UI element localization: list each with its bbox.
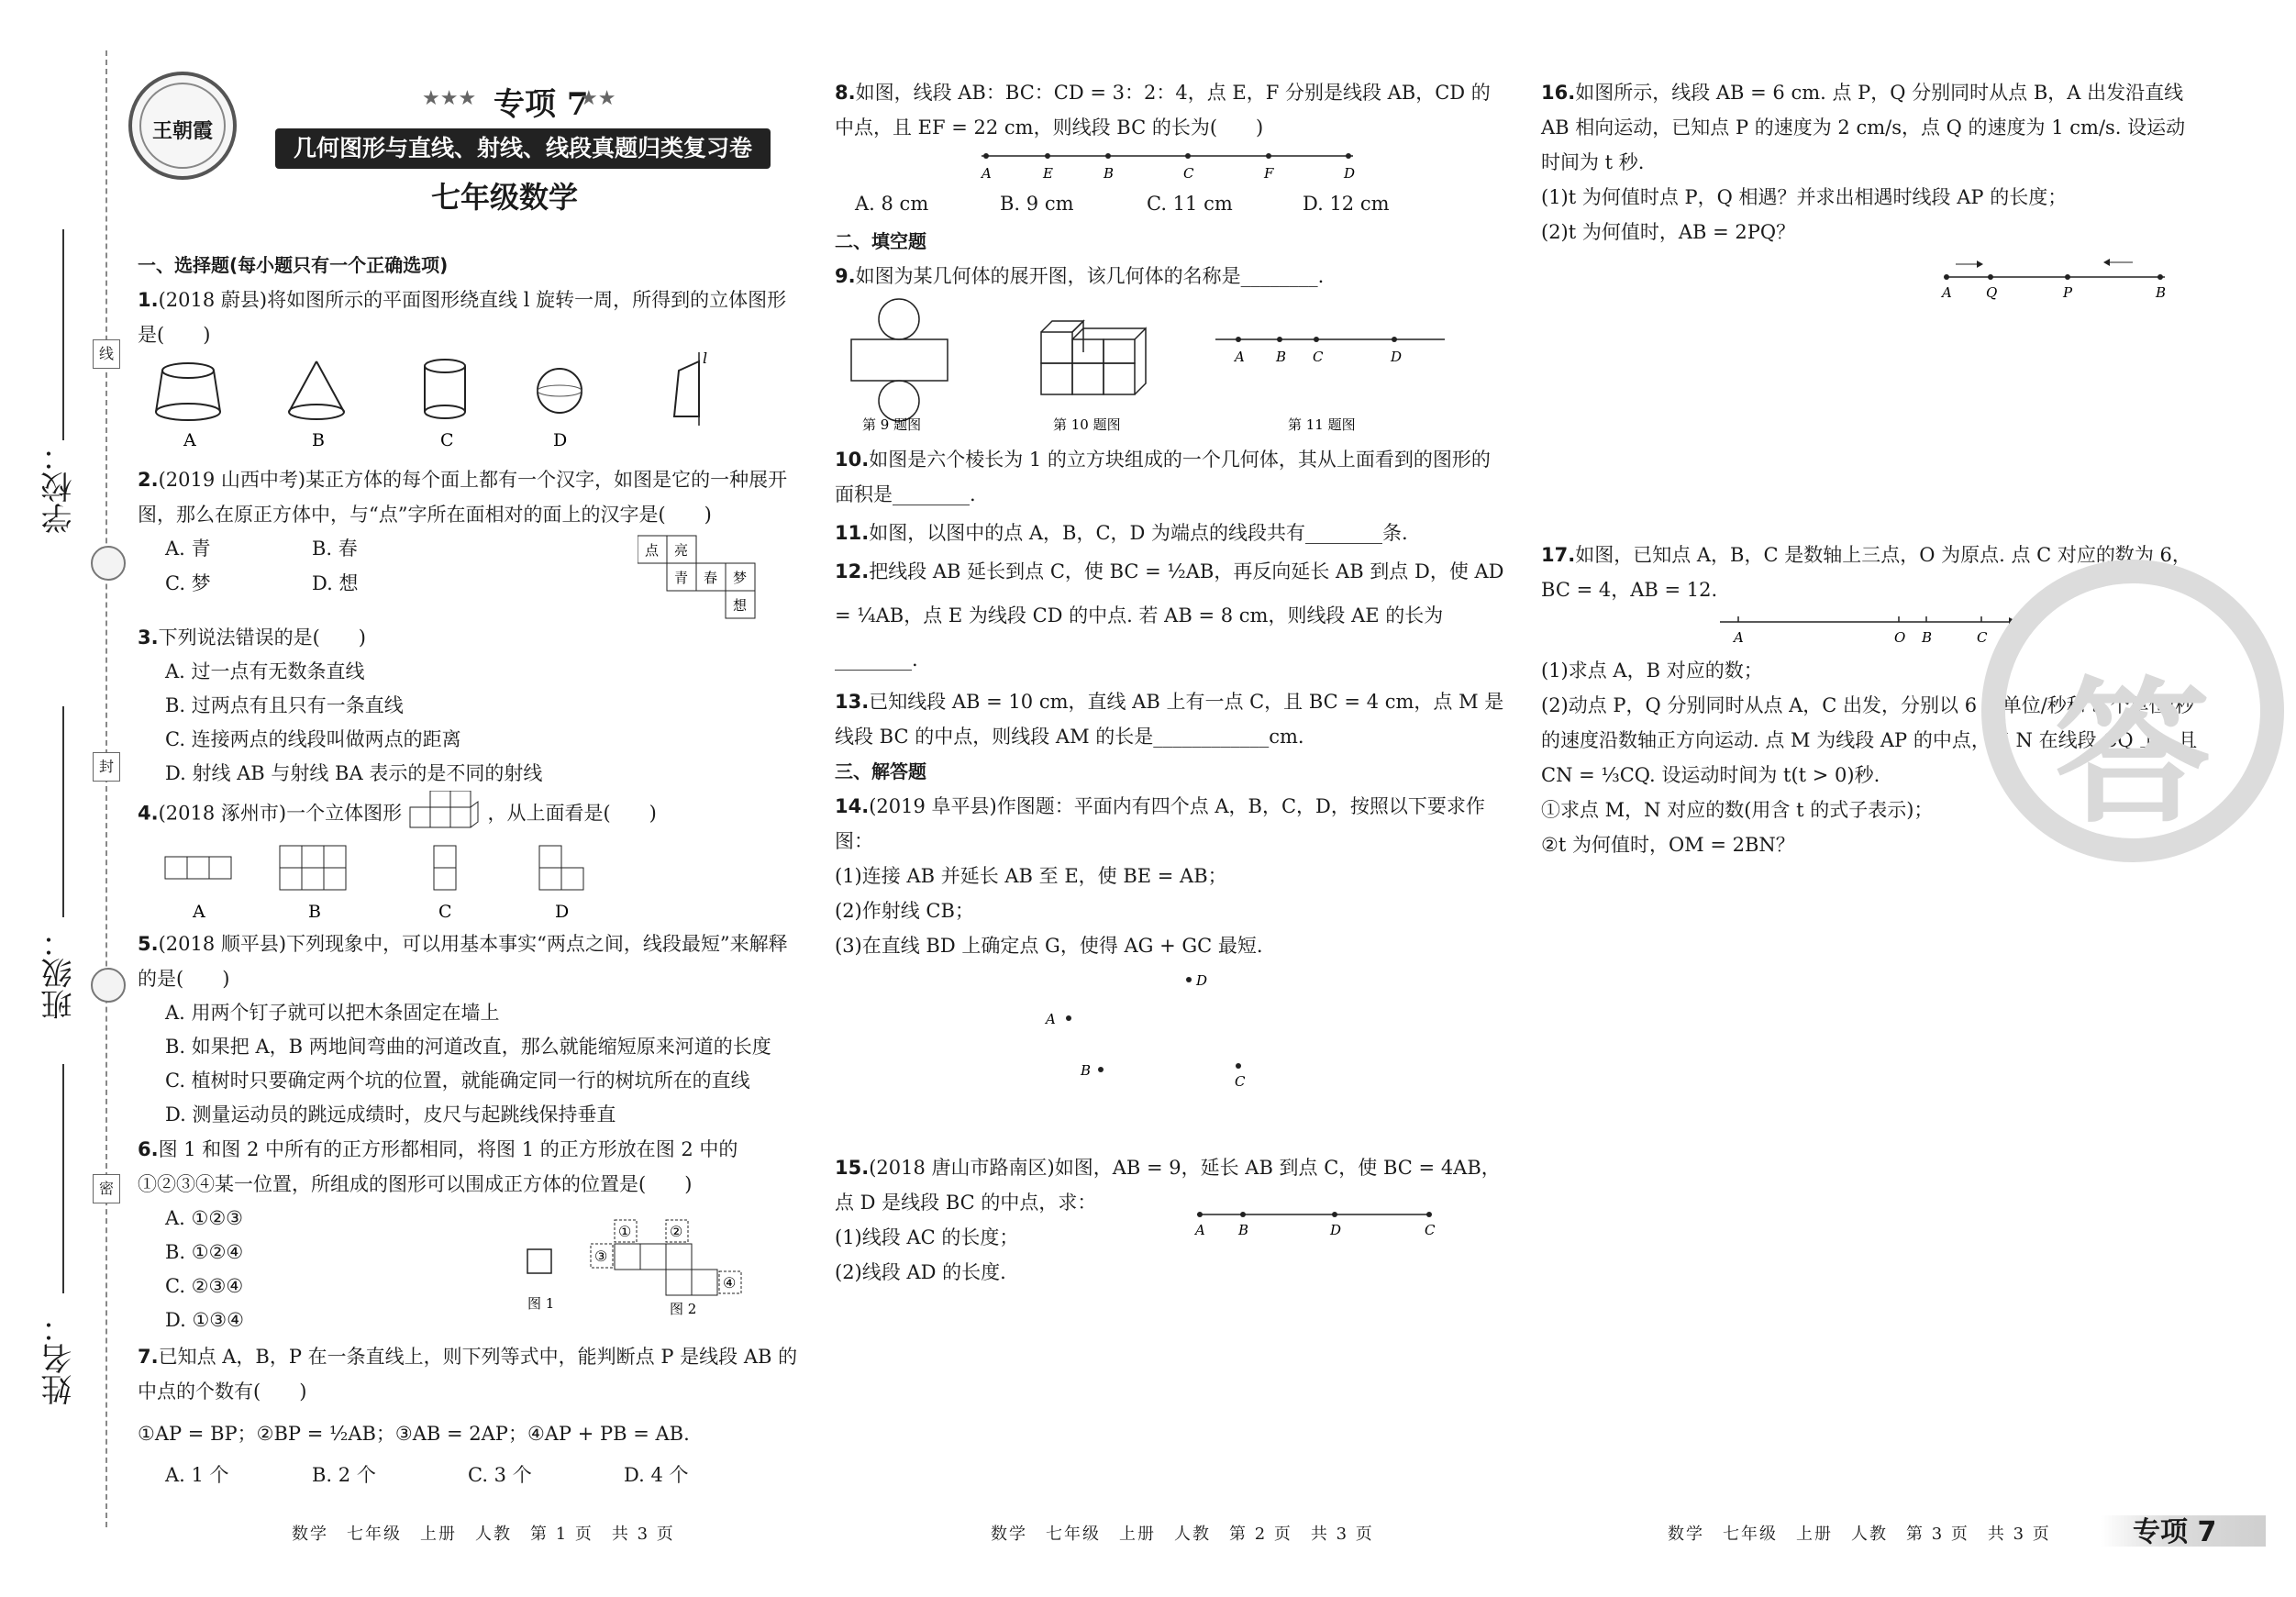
svg-text:第 9 题图: 第 9 题图 [862,416,922,431]
q15-block [835,1220,1504,1293]
svg-text:C: C [1313,349,1324,365]
q1-option-a: A [183,430,196,450]
stars-left: ★★★ [422,87,477,110]
question-1: 1.(2018 蔚县)将如图所示的平面图形绕直线 l 旋转一周，所得到的立体图形是( ) [138,289,787,346]
q1-option-d: D [553,430,568,450]
q15-item-2: (2)线段 AD 的长度. [835,1261,1006,1283]
q7-option-a: A. 1 个 [165,1464,229,1486]
sidebar-tag-seal: 封 [93,752,120,782]
svg-text:A: A [1046,1011,1056,1027]
q9-q11-figures [835,294,1495,431]
svg-text:③: ③ [594,1248,608,1265]
svg-text:B: B [1238,1222,1249,1238]
column-1 [138,248,798,1495]
stars-right: ★★ [580,87,616,110]
question-4: 4.(2018 涿州市)一个立体图形 ，从上面看是( ) [138,791,798,840]
q6-figures [514,1207,789,1317]
question-14: 14.(2019 阜平县)作图题：平面内有四个点 A，B，C，D，按照以下要求作图： [835,795,1485,852]
q3-option-a: A. 过一点有无数条直线 [165,660,365,682]
q3-option-c: C. 连接两点的线段叫做两点的距离 [165,728,461,750]
question-3: 3.下列说法错误的是( ) [138,627,366,649]
page-title: 几何图形与直线、射线、线段真题归类复习卷 [293,135,752,161]
svg-text:点: 点 [645,542,660,559]
svg-text:A: A [1195,1222,1205,1238]
footer-page-3: 数学 七年级 上册 人教 第 3 页 共 3 页 [1668,1525,2051,1544]
q1-option-c: C [440,430,454,450]
question-17: 17.如图，已知点 A，B，C 是数轴上三点，O 为原点. 点 C 对应的数为 6，BC = 4，AB = 12. [1541,544,2191,601]
svg-text:C: C [1183,165,1194,182]
sidebar-tag-line: 线 [93,339,120,369]
watermark-text: 答 [2054,663,2211,845]
arrow-right-icon [1977,261,1983,268]
svg-text:梦: 梦 [733,570,748,586]
q10-cubes-figure [1041,321,1146,394]
svg-text:A: A [1734,629,1744,646]
question-5: 5.(2018 顺平县)下列现象中，可以用基本事实“两点之间，线段最短”来解释的是( ) [138,933,788,990]
q6-option-a: A. ①②③ [165,1207,243,1229]
column-2 [835,75,1504,1293]
q8-option-c: C. 11 cm [1147,193,1233,215]
footer-page-1: 数学 七年级 上册 人教 第 1 页 共 3 页 [292,1525,675,1544]
q6-option-d: D. ①③④ [165,1309,244,1331]
svg-text:D: D [1330,1222,1342,1238]
binding-hole-icon [91,546,126,581]
svg-text:B: B [308,902,321,922]
q7-option-c: C. 3 个 [468,1464,532,1486]
q14-item-2: (2)作射线 CB； [835,900,974,922]
q1-options-figure [138,352,780,453]
question-2: 2.(2019 山西中考)某正方体的每个面上都有一个汉字，如图是它的一种展开图，那么在原正方体中，与“点”字所在面相对的面上的汉字是( ) [138,469,788,526]
logo-text: 王朝霞 [151,119,213,143]
question-15: 15.(2018 唐山市路南区)如图，AB = 9，延长 AB 到点 C，使 BC = 4AB，点 D 是线段 BC 的中点，求： [835,1157,1501,1214]
q2-block [138,532,798,620]
q1-cylinder-icon [425,360,465,418]
svg-text:亮: 亮 [674,542,689,559]
question-12: 12.把线段 AB 延长到点 C，使 BC = ½AB，再反向延长 AB 到点 D，使 AD [835,560,1504,582]
name-blank[interactable] [62,1064,64,1293]
q8-option-d: D. 12 cm [1303,193,1390,215]
q4-option-b-shape [280,846,346,890]
q1-l-label: l [703,352,708,367]
q6-block [138,1202,798,1339]
q16-item-1: (1)t 为何值时点 P，Q 相遇？并求出相遇时线段 AP 的长度； [1541,186,2068,208]
q14-item-3: (3)在直线 BD 上确定点 G，使得 AG + GC 最短. [835,935,1263,957]
svg-text:①: ① [618,1223,632,1240]
q2-option-a: A. 青 [165,538,211,560]
q5-option-b: B. 如果把 A，B 两地间弯曲的河道改直，那么就能缩短原来河道的长度 [165,1036,771,1058]
q6-option-c: C. ②③④ [165,1275,244,1297]
svg-text:C: C [438,902,452,922]
class-label: 班级： [41,926,78,1020]
arrow-left-icon [2103,259,2110,266]
q6-option-b: B. ①②④ [165,1241,244,1263]
svg-text:P: P [2063,284,2073,301]
name-label: 姓名： [41,1312,78,1405]
q5-option-d: D. 测量运动员的跳远成绩时，皮尺与起跳线保持垂直 [165,1103,616,1126]
svg-text:A: A [1235,349,1245,365]
svg-text:E: E [1043,165,1053,182]
q12-blank[interactable]: ________. [835,649,918,671]
q1-sphere-icon [538,369,582,413]
q8-option-b: B. 9 cm [1000,193,1074,215]
q4-option-c-shape [434,846,456,890]
svg-text:A: A [193,902,205,922]
q2-option-b: B. 春 [312,538,358,560]
q2-cube-net [638,532,775,624]
q8-options [835,187,1504,224]
svg-text:D: D [1344,165,1356,182]
q5-option-a: A. 用两个钉子就可以把木条固定在墙上 [165,1002,500,1024]
special-title: 专项 7 [494,86,589,123]
footer-page-2: 数学 七年级 上册 人教 第 2 页 共 3 页 [991,1525,1374,1544]
question-16: 16.如图所示，线段 AB = 6 cm. 点 P，Q 分别同时从点 B，A 出发沿直线 AB 相向运动，已知点 P 的速度为 2 cm/s，点 Q 的速度为 1 cm/s. 设运动时间为 t 秒. [1541,82,2186,173]
svg-text:C: C [1977,629,1988,646]
q17-item-1: (1)求点 A，B 对应的数； [1541,660,1763,682]
svg-text:第 10 题图: 第 10 题图 [1053,416,1121,431]
q1-plane-figure-icon [674,352,707,426]
question-13: 13.已知线段 AB = 10 cm，直线 AB 上有一点 C，且 BC = 4 cm，点 M 是线段 BC 的中点，则线段 AM 的长是____________cm. [835,691,1504,748]
question-8: 8.如图，线段 AB：BC：CD = 3：2：4，点 E，F 分别是线段 AB，CD 的中点，且 EF = 22 cm，则线段 BC 的长为( ) [835,82,1491,139]
svg-text:图 2: 图 2 [670,1301,697,1317]
q12-continued: = ¼AB，点 E 为线段 CD 的中点. 若 AB = 8 cm，则线段 AE 的长为 [835,604,1444,627]
q7-option-d: D. 4 个 [624,1464,689,1486]
svg-text:B: B [1276,349,1287,365]
svg-text:B: B [1081,1062,1092,1079]
question-7: 7.已知点 A，B，P 在一条直线上，则下列等式中，能判断点 P 是线段 AB 的中点的个数有( ) [138,1346,798,1403]
q4-options-figure [138,840,780,923]
binding-line [105,50,107,1527]
svg-text:想: 想 [733,597,748,614]
svg-text:②: ② [670,1223,683,1240]
q8-option-a: A. 8 cm [855,193,929,215]
q16-item-2: (2)t 为何值时，AB = 2PQ？ [1541,221,1796,243]
svg-text:D: D [1391,349,1403,365]
question-10: 10.如图是六个棱长为 1 的立方块组成的一个几何体，其从上面看到的图形的面积是________. [835,449,1491,505]
q17-item-2: (2)动点 P，Q 分别同时从点 A，C 出发，分别以 6 个单位/秒和 3 个单位/秒的速度沿数轴正方向运动. 点 M 为线段 AP 的中点，点 N 在线段 CQ 上，且 CN = ⅓CQ. 设运动时间为 t(t > 0)秒. [1541,694,2198,786]
section-heading: 二、填空题 [835,230,926,252]
svg-text:B: B [2156,284,2167,301]
svg-text:B: B [1922,629,1933,646]
svg-text:F: F [1264,165,1274,182]
question-9: 9.如图为某几何体的展开图，该几何体的名称是________. [835,265,1325,287]
class-blank[interactable] [62,706,64,917]
svg-text:春: 春 [704,570,718,586]
brand-logo [128,72,237,180]
q4-solid-figure [408,791,482,838]
watermark-seal-icon [1981,560,2284,862]
page-subtitle: 七年级数学 [431,180,579,215]
svg-text:D: D [1196,972,1208,989]
q9-cylinder-net [851,299,948,421]
svg-text:C: C [1425,1222,1436,1238]
q16-segment-figure [1541,250,2202,305]
question-11: 11.如图，以图中的点 A，B，C，D 为端点的线段共有________条. [835,522,1408,544]
q14-points-figure [835,963,1495,1101]
q17-item-3: ①求点 M，N 对应的数(用含 t 的式子表示)； [1541,799,1934,821]
q17-item-4: ②t 为何值时，OM = 2BN？ [1541,834,1795,856]
svg-text:B: B [1104,165,1115,182]
q8-segment-figure [835,145,1495,183]
q4-option-d-shape [539,846,583,890]
svg-text:Q: Q [1986,284,1998,301]
svg-text:O: O [1894,629,1906,646]
section-heading: 三、解答题 [835,760,926,782]
svg-text:A: A [982,165,992,182]
corner-label: 专项 7 [2133,1516,2217,1548]
svg-text:A: A [1942,284,1952,301]
q7-option-b: B. 2 个 [312,1464,376,1486]
svg-text:第 11 题图: 第 11 题图 [1288,416,1356,431]
svg-text:④: ④ [723,1274,737,1292]
q15-item-1: (1)线段 AC 的长度； [835,1226,1019,1248]
school-blank[interactable] [62,229,64,440]
q3-option-d: D. 射线 AB 与射线 BA 表示的是不同的射线 [165,762,543,784]
q1-cone-icon [289,361,344,419]
svg-text:青: 青 [674,570,689,586]
q5-option-c: C. 植树时只要确定两个坑的位置，就能确定同一行的树坑所在的直线 [165,1070,750,1092]
svg-text:图 1: 图 1 [527,1295,555,1312]
svg-text:C: C [1235,1073,1246,1090]
q1-option-b: B [312,430,325,450]
school-label: 学校： [41,440,78,534]
section-heading: 一、选择题(每小题只有一个正确选项) [138,254,449,276]
q2-option-d: D. 想 [312,572,359,594]
q15-segment-figure [1192,1203,1468,1240]
binding-hole-icon [91,968,126,1003]
q7-options [138,1458,798,1495]
sidebar-tag-secret: 密 [93,1174,120,1203]
q7-formula: ①AP = BP；②BP = ½AB；③AB = 2AP；④AP + PB = AB. [138,1423,690,1445]
q3-option-b: B. 过两点有且只有一条直线 [165,694,404,716]
q2-option-c: C. 梦 [165,572,211,594]
svg-text:D: D [555,902,570,922]
q14-item-1: (1)连接 AB 并延长 AB 至 E，使 BE = AB； [835,865,1227,887]
q1-frustum-icon [156,363,220,420]
question-6: 6.图 1 和图 2 中所有的正方形都相同，将图 1 的正方形放在图 2 中的①②③④某一位置，所组成的图形可以围成正方体的位置是( ) [138,1138,738,1195]
q4-option-a-shape [165,857,231,879]
